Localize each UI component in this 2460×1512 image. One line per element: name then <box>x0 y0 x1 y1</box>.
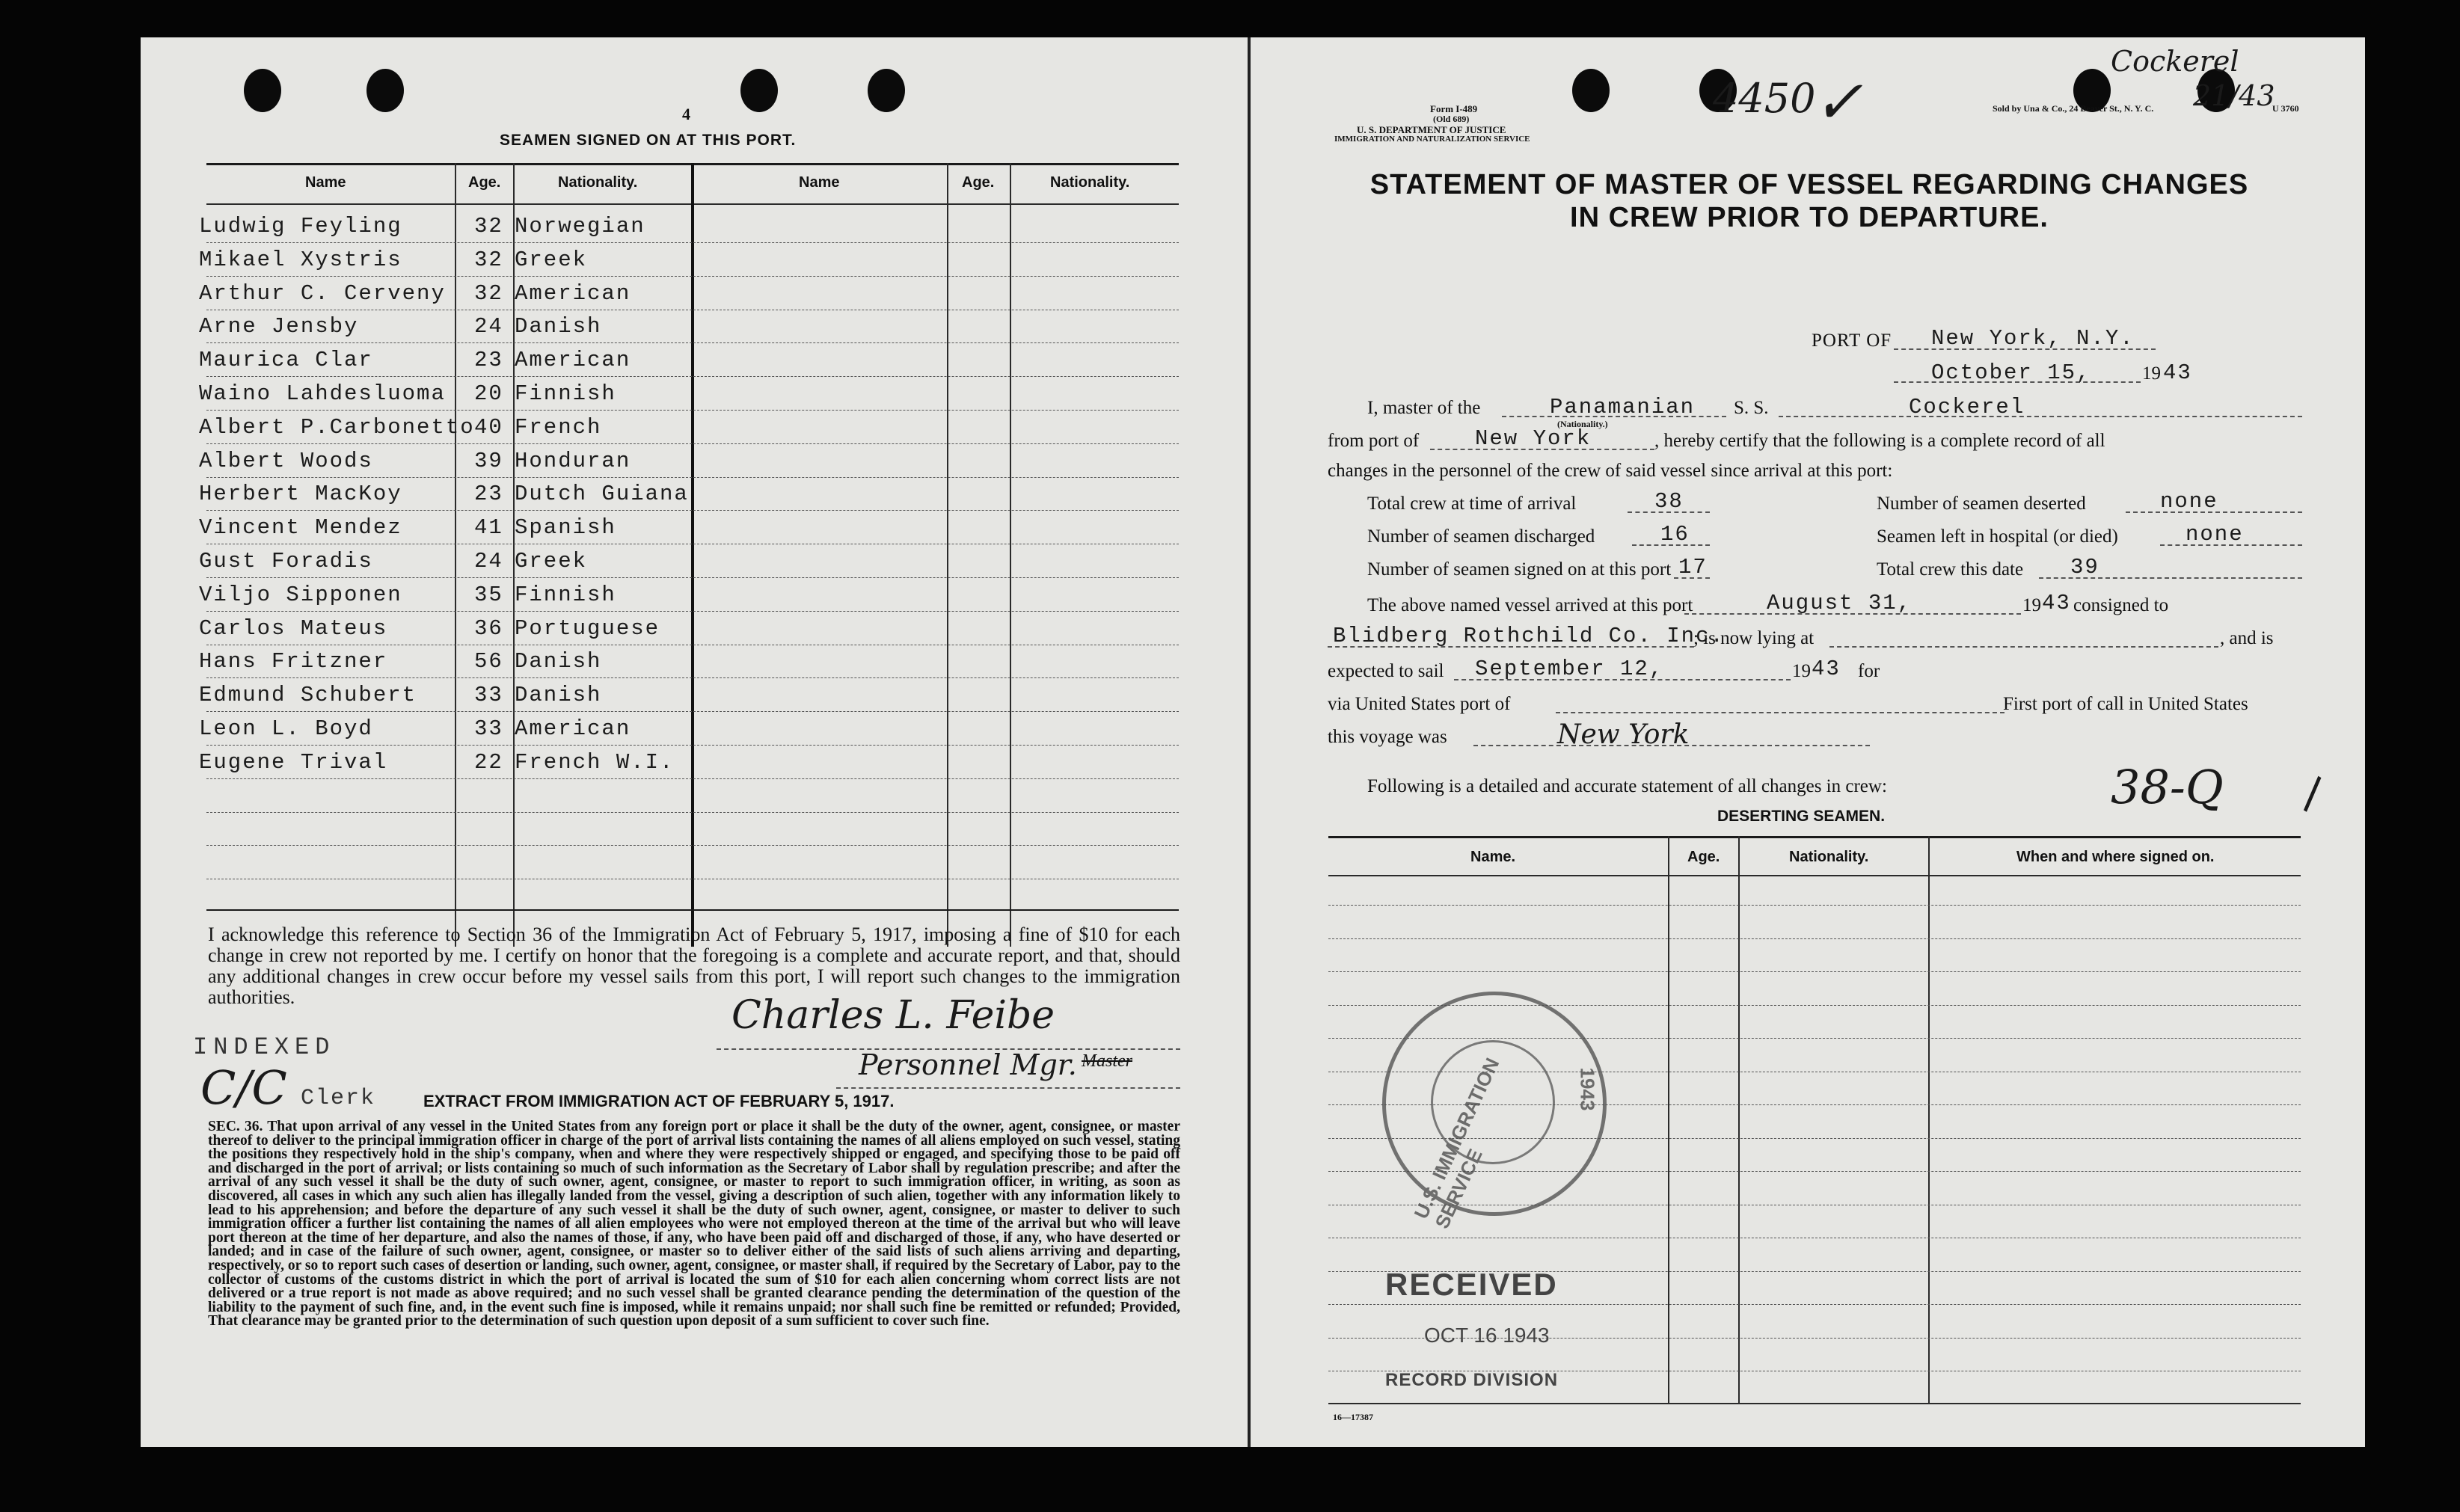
crew-name: Albert P.Carbonetto <box>199 414 475 440</box>
seamen-signed-heading: SEAMEN SIGNED ON AT THIS PORT. <box>500 132 797 149</box>
service: IMMIGRATION AND NATURALIZATION SERVICE <box>1334 135 1530 144</box>
arrived-year-label: 19 <box>2022 595 2041 615</box>
for-label: for <box>1858 661 1880 681</box>
crew-age: 22 <box>474 749 503 775</box>
crew-nationality: American <box>515 280 631 306</box>
clerk-label: Clerk <box>301 1086 376 1111</box>
table-row <box>141 348 1248 378</box>
crew-name: Arne Jensby <box>199 314 359 339</box>
hospital-label: Seamen left in hospital (or died) <box>1877 526 2118 547</box>
crew-age: 24 <box>474 314 503 339</box>
crew-age: 39 <box>474 448 503 473</box>
signed-on-value: 17 <box>1678 555 1708 580</box>
crew-name: Leon L. Boyd <box>199 716 373 741</box>
ss-label: S. S. <box>1734 398 1769 418</box>
department: U. S. DEPARTMENT OF JUSTICE <box>1357 124 1506 135</box>
table-row <box>141 515 1248 545</box>
table-row <box>141 750 1248 780</box>
following-label: Following is a detailed and accurate statement of all changes in crew: <box>1367 776 1887 796</box>
arrived-value: August 31, <box>1767 591 1913 615</box>
punch-hole <box>244 69 281 112</box>
table-row <box>141 583 1248 612</box>
crew-name: Maurica Clar <box>199 348 373 373</box>
crew-age: 40 <box>474 414 503 440</box>
ship-name: Cockerel <box>1909 395 2025 420</box>
crew-age: 33 <box>474 683 503 708</box>
table-row <box>141 214 1248 244</box>
crew-age: 36 <box>474 615 503 641</box>
crew-name: Mikael Xystris <box>199 247 402 272</box>
crew-age: 33 <box>474 716 503 741</box>
discharged-label: Number of seamen discharged <box>1367 526 1595 547</box>
total-today-label: Total crew this date <box>1877 559 2024 580</box>
form-old-number: (Old 689) <box>1433 114 1470 124</box>
expected-value: September 12, <box>1475 657 1664 681</box>
expected-year-value: 43 <box>1812 657 1841 681</box>
crew-nationality: Greek <box>515 549 588 574</box>
table-row <box>141 314 1248 344</box>
master-of-label: I, master of the <box>1367 398 1481 418</box>
received-stamp: RECEIVED <box>1385 1267 1558 1302</box>
consignee-value: Blidberg Rothchild Co. Inc. <box>1333 624 1725 648</box>
file-number: 4450 <box>1713 75 1816 122</box>
vessel-note: Cockerel <box>2111 45 2239 78</box>
crew-name: Gust Foradis <box>199 549 373 574</box>
crew-age: 23 <box>474 348 503 373</box>
crew-nationality: French <box>515 414 602 440</box>
crew-name: Hans Fritzner <box>199 649 388 674</box>
table-row <box>141 248 1248 277</box>
printer-credit: Sold by Una & Co., 24 Beaver St., N. Y. C. <box>1993 103 2154 114</box>
printer-code: U 3760 <box>2272 103 2299 114</box>
form-title-line1: STATEMENT OF MASTER OF VESSEL REGARDING CHANGES <box>1369 169 2249 200</box>
right-page <box>1251 37 2365 1447</box>
lying-label: ; is now lying at <box>1693 628 1815 648</box>
table-row <box>141 549 1248 579</box>
deserting-empty-row <box>1328 971 2301 972</box>
from-port-value: New York <box>1475 426 1592 451</box>
deserting-empty-row <box>1328 905 2301 906</box>
crew-age: 32 <box>474 214 503 239</box>
crew-name: Ludwig Feyling <box>199 214 402 239</box>
certify-text: , hereby certify that the following is a complete record of all <box>1654 431 2105 451</box>
crew-name: Arthur C. Cerveny <box>199 280 446 306</box>
crew-nationality: French W.I. <box>515 749 675 775</box>
crew-nationality: Danish <box>515 683 602 708</box>
year-value: 43 <box>2163 360 2192 385</box>
date-value: October 15, <box>1931 360 2091 385</box>
port-label: PORT OF <box>1812 331 1892 351</box>
immigration-round-stamp <box>1382 992 1607 1232</box>
voyage-label: this voyage was <box>1328 727 1447 747</box>
round-stamp-year: 1943 <box>1576 1067 1599 1111</box>
extract-title: EXTRACT FROM IMMIGRATION ACT OF FEBRUARY 5, 1917. <box>423 1092 895 1110</box>
crew-age: 24 <box>474 549 503 574</box>
table-row <box>141 415 1248 445</box>
crew-nationality: Portuguese <box>515 615 660 641</box>
arrived-year-value: 43 <box>2042 591 2071 615</box>
hospital-value: none <box>2186 522 2244 547</box>
crew-nationality: Dutch Guiana <box>515 482 689 507</box>
discharged-value: 16 <box>1660 522 1690 547</box>
col-header-name: Name <box>305 174 346 191</box>
col-header-age-2: Age. <box>962 174 995 191</box>
vessel-note-number: 21/43 <box>2193 79 2275 112</box>
punch-hole <box>740 69 778 112</box>
arrived-label: The above named vessel arrived at this port <box>1367 595 1693 615</box>
crew-age: 32 <box>474 280 503 306</box>
table-row <box>141 281 1248 311</box>
total-today-value: 39 <box>2070 555 2099 580</box>
crew-age: 32 <box>474 247 503 272</box>
crew-nationality: Norwegian <box>515 214 645 239</box>
consigned-label: consigned to <box>2073 595 2169 615</box>
note-dash: \ <box>2292 766 2333 820</box>
deserting-heading: DESERTING SEAMEN. <box>1717 808 1886 825</box>
punch-hole <box>868 69 905 112</box>
col-header-nationality: Nationality. <box>558 174 638 191</box>
table-row <box>141 381 1248 411</box>
master-label: Master <box>1082 1051 1132 1071</box>
acknowledgement-text: I acknowledge this reference to Section 36 of the Immigration Act of February 5, 1917, imposing a fine of $10 for each change in crew not reported by me. I certify on honor that the foregoing is a complete and accurate report, and that, should any additional changes in crew occur before my vessel sails from this port, I will report such changes to the immigration authorities. <box>208 924 1180 1008</box>
left-page <box>141 37 1248 1447</box>
desert-col-age: Age. <box>1687 849 1720 865</box>
desert-col-nationality: Nationality. <box>1789 849 1869 865</box>
form-title-line2: IN CREW PRIOR TO DEPARTURE. <box>1570 202 2049 233</box>
certify-text-2: changes in the personnel of the crew of said vessel since arrival at this port: <box>1328 461 1893 481</box>
total-arrival-label: Total crew at time of arrival <box>1367 494 1577 514</box>
crew-name: Edmund Schubert <box>199 683 417 708</box>
deserting-empty-row <box>1328 1304 2301 1305</box>
section-36-text: SEC. 36. That upon arrival of any vessel in the United States from any foreign port or place it shall be the duty of the owner, agent, consignee, or master thereof to deliver to the principal immigration officer in charge of the port of arrival lists containing the names of all aliens employed on such vessel, stating the positions they respectively hold in the ship's company, when and where they were respectively shipped or engaged, and specifying those to be paid off and discharged in the port of arrival; or lists containing so much of such information as the Secretary of Labor shall by regulation prescribe; and after the arrival of any such vessel it shall be the duty of such owner, agent, consignee, or master to report to such immigration officer, in writing, as soon as discovered, all cases in which any such alien has illegally landed from the vessel, giving a description of such alien, together with any information likely to lead to his apprehension; and before the departure of any such vessel it shall be the duty of such owner, agent, consignee, or master to deliver to such immigration officer a further list containing the names of all alien employees who were not employed thereon at the time of the arrival but who will leave port thereon at the time of her departure, and also the names of those, if any, who have been paid off and discharged of those, if any, who have deserted or landed; and in case of the failure of such owner, agent, consignee, or master so to deliver either of the said lists of such aliens arriving and departing, respectively, or so to report such cases of desertion or landing, such owner, agent, consignee, or master shall, if required by the Secretary of Labor, pay to the collector of customs of the customs district in which the port of arrival is located the sum of $10 for each alien concerning whom correct lists are not delivered or a true report is not made as above required; and no such vessel shall be granted clearance pending the determination of the question of the liability to the payment of such fine, and, in the event such fine is imposed, while it remains unpaid; nor shall such fine be remitted or refunded; Provided, That clearance may be granted prior to the determination of such question upon deposit of a sum sufficient to cover such fine. <box>208 1119 1180 1330</box>
check-mark: ✓ <box>1813 67 1864 137</box>
col-header-nationality-2: Nationality. <box>1050 174 1130 191</box>
punch-hole <box>366 69 404 112</box>
crew-name: Carlos Mateus <box>199 615 388 641</box>
crew-name: Albert Woods <box>199 448 373 473</box>
form-code: 16—17387 <box>1333 1412 1373 1422</box>
expected-label: expected to sail <box>1328 661 1444 681</box>
and-is-label: , and is <box>2220 628 2274 648</box>
crew-name: Herbert MacKoy <box>199 482 402 507</box>
deserted-value: none <box>2160 489 2218 514</box>
round-stamp-text: U.S. IMMIGRATION SERVICE <box>1409 1054 1504 1232</box>
crew-name: Vincent Mendez <box>199 515 402 541</box>
crew-nationality: American <box>515 716 631 741</box>
crew-name: Eugene Trival <box>199 749 388 775</box>
crew-nationality: Honduran <box>515 448 631 473</box>
crew-nationality: Danish <box>515 649 602 674</box>
crew-name: Waino Lahdesluoma <box>199 381 446 406</box>
via-port-label: via United States port of <box>1328 694 1511 714</box>
crew-age: 20 <box>474 381 503 406</box>
first-port-label: First port of call in United States <box>2003 694 2248 714</box>
crew-nationality: Spanish <box>515 515 616 541</box>
crew-note: 38-Q <box>2111 760 2224 814</box>
table-row <box>141 683 1248 713</box>
deserting-empty-row <box>1328 938 2301 939</box>
table-row <box>141 616 1248 646</box>
crew-age: 23 <box>474 482 503 507</box>
expected-year-label: 19 <box>1792 661 1811 681</box>
port-value: New York, N.Y. <box>1931 326 2135 351</box>
crew-nationality: Finnish <box>515 381 616 406</box>
master-signature: Charles L. Feibe <box>731 993 1055 1038</box>
record-division: RECORD DIVISION <box>1385 1370 1559 1390</box>
form-number: Form I-489 <box>1430 103 1478 114</box>
voyage-value: New York <box>1557 719 1690 750</box>
clerk-initials: C/C <box>200 1060 287 1115</box>
table-row <box>141 449 1248 479</box>
crew-nationality: Finnish <box>515 582 616 607</box>
crew-name: Viljo Sipponen <box>199 582 402 607</box>
desert-col-name: Name. <box>1470 849 1516 865</box>
crew-nationality: Danish <box>515 314 602 339</box>
col-header-age: Age. <box>468 174 501 191</box>
table-row <box>141 716 1248 746</box>
table-row <box>141 482 1248 511</box>
crew-age: 56 <box>474 649 503 674</box>
crew-nationality: Greek <box>515 247 588 272</box>
nationality-value: Panamanian <box>1550 395 1696 420</box>
from-port-label: from port of <box>1328 431 1420 451</box>
signed-on-label: Number of seamen signed on at this port <box>1367 559 1672 580</box>
crew-age: 41 <box>474 515 503 541</box>
total-arrival-value: 38 <box>1654 489 1684 514</box>
nationality-caption: (Nationality.) <box>1557 419 1608 429</box>
deserted-label: Number of seamen deserted <box>1877 494 2086 514</box>
signature-title: Personnel Mgr. <box>859 1048 1077 1081</box>
crew-age: 35 <box>474 582 503 607</box>
page-number: 4 <box>682 105 690 123</box>
received-date: OCT 16 1943 <box>1424 1324 1550 1347</box>
col-header-name-2: Name <box>799 174 840 191</box>
punch-hole <box>1572 69 1610 112</box>
crew-nationality: American <box>515 348 631 373</box>
year-label: 19 <box>2142 363 2161 384</box>
indexed-stamp: INDEXED <box>193 1033 336 1061</box>
table-row <box>141 649 1248 679</box>
desert-col-signed-on: When and where signed on. <box>2016 849 2215 865</box>
